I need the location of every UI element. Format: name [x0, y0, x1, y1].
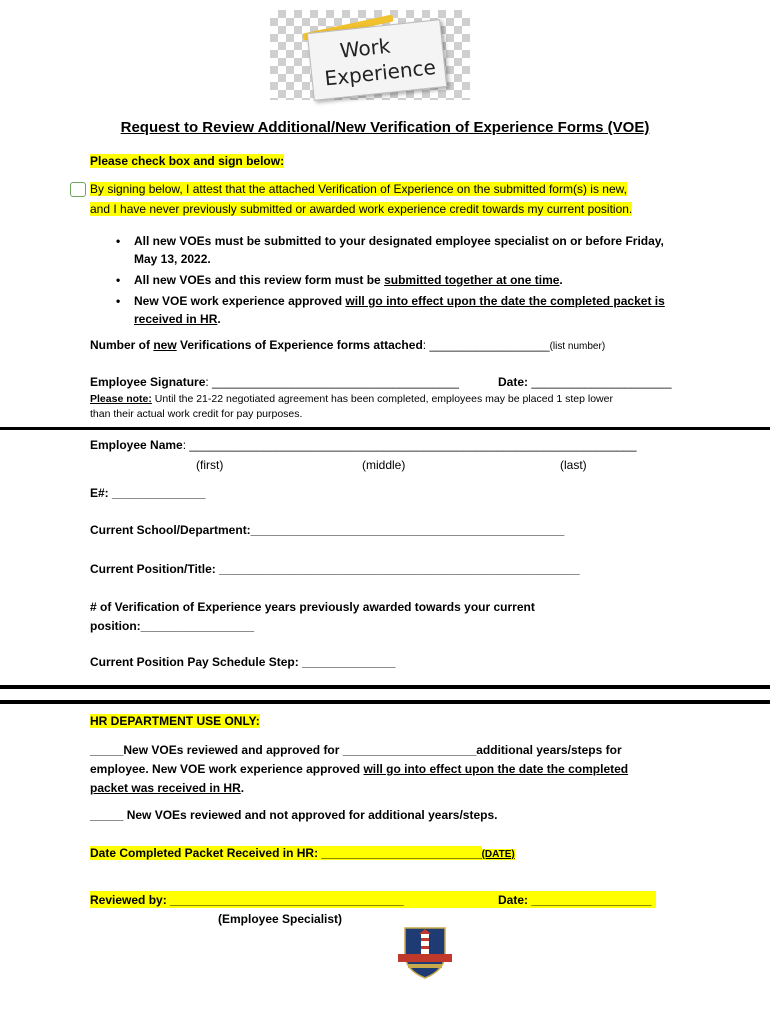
logo-text-experience: Experience	[323, 54, 437, 91]
check-instruction: Please check box and sign below:	[90, 154, 285, 168]
previous-years-field[interactable]: # of Verification of Experience years previously awarded towards your current position:_________________	[90, 600, 535, 633]
name-last-label: (last)	[560, 458, 587, 472]
name-middle-label: (middle)	[362, 458, 406, 472]
employee-specialist-label: (Employee Specialist)	[218, 912, 343, 926]
section-divider	[0, 700, 770, 704]
position-title-field[interactable]: Current Position/Title: ______________________________________________________	[90, 562, 580, 576]
requirements-list	[90, 232, 690, 331]
hr-section-title: HR DEPARTMENT USE ONLY:	[90, 714, 260, 728]
pay-schedule-step-field[interactable]: Current Position Pay Schedule Step: ______________	[90, 655, 396, 669]
section-divider	[0, 427, 770, 430]
pay-note: Please note: Until the 21-22 negotiated agreement has been completed, employees may be placed 1 step lower than their actual work credit for pay purposes.	[90, 393, 613, 420]
attest-checkbox[interactable]	[70, 182, 86, 197]
bullet-item: • All new VOEs must be submitted to your designated employee specialist on or before Friday, May 13, 2022.	[90, 232, 690, 268]
number-attached-line[interactable]: Number of new Verifications of Experience forms attached: __________________(list number)	[90, 338, 606, 352]
name-first-label: (first)	[196, 458, 224, 472]
district-crest-logo	[396, 924, 454, 980]
note-card	[307, 19, 447, 101]
employee-number-field[interactable]: E#: ______________	[90, 486, 206, 500]
reviewed-date-field[interactable]: Date: __________________	[498, 893, 652, 907]
page-title: Request to Review Additional/New Verification of Experience Forms (VOE)	[120, 119, 650, 136]
logo-text-work: Work	[338, 33, 392, 63]
bullet-item: • All new VOEs and this review form must be submitted together at one time.	[90, 271, 690, 289]
date-received-field[interactable]: Date Completed Packet Received in HR: ________________________(DATE)	[90, 846, 515, 860]
employee-name-field[interactable]: Employee Name: ___________________________________________________________________	[90, 438, 637, 452]
school-department-field[interactable]: Current School/Department:_______________________________________________	[90, 523, 565, 537]
hr-approved-block[interactable]: _____New VOEs reviewed and approved for ____________________additional years/steps for employee. New VOE work experience approved will go into effect upon the date the completed packet was received in HR.	[90, 743, 629, 795]
bullet-item: • New VOE work experience approved will go into effect upon the date the completed packet is received in HR.	[90, 292, 690, 328]
section-divider	[0, 685, 770, 689]
number-hint: (list number)	[549, 341, 606, 352]
work-experience-logo	[270, 10, 470, 100]
signature-date-field[interactable]: Date: _____________________	[498, 375, 672, 389]
employee-signature-field[interactable]: Employee Signature: _____________________________________	[90, 375, 459, 389]
reviewed-by-field[interactable]: Reviewed by: ___________________________________	[90, 893, 404, 907]
hr-not-approved-field[interactable]: _____ New VOEs reviewed and not approved for additional years/steps.	[90, 808, 498, 822]
attest-statement: By signing below, I attest that the attached Verification of Experience on the submitted form(s) is new, and I have never previously submitted or awarded work experience credit towards my current position.	[90, 182, 633, 216]
